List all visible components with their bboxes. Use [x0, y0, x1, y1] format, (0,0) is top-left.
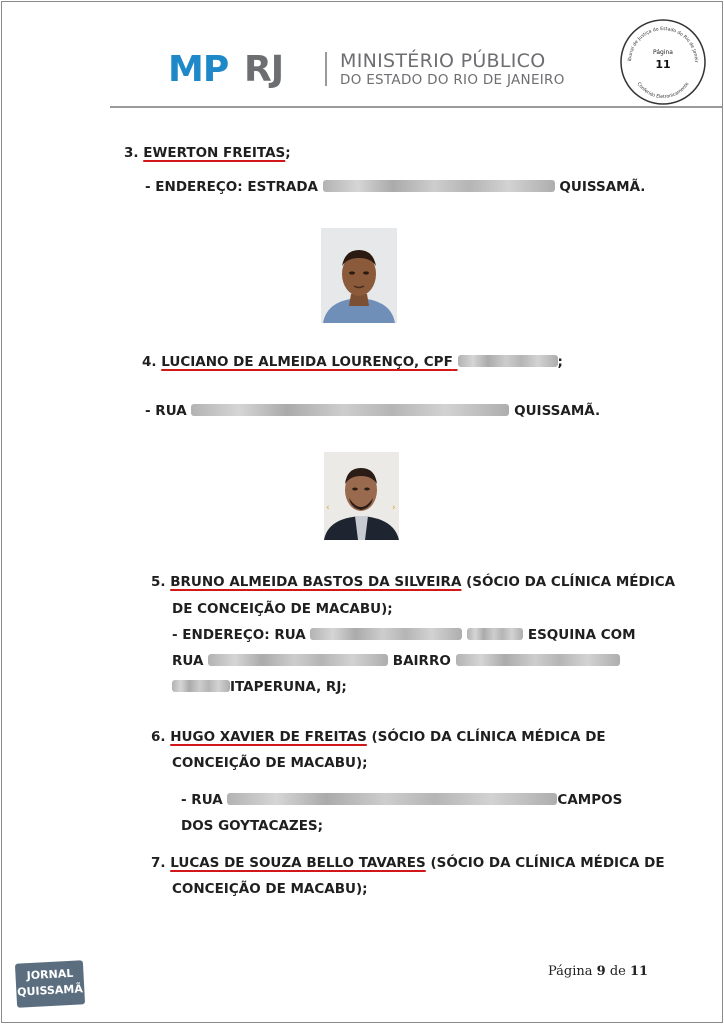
- redacted-text: [310, 628, 462, 640]
- page-total: 11: [630, 964, 649, 979]
- item-3-name: EWERTON FREITAS: [143, 145, 286, 161]
- item-3-address-suffix: QUISSAMÃ.: [559, 179, 646, 195]
- logo-rj-text: RJ: [244, 49, 284, 90]
- item-7-name: LUCAS DE SOUZA BELLO TAVARES: [170, 855, 426, 871]
- org-name-line1: MINISTÉRIO PÚBLICO: [340, 50, 546, 72]
- item-5-address-prefix: - ENDEREÇO: RUA: [172, 627, 306, 643]
- item-5-after: (SÓCIO DA CLÍNICA MÉDICA: [461, 574, 676, 590]
- page-current: 9: [596, 964, 606, 979]
- org-name-line2: DO ESTADO DO RIO DE JANEIRO: [340, 72, 565, 88]
- item-4-address: [145, 403, 600, 419]
- item-5-line4-mid: BAIRRO: [392, 653, 451, 669]
- item-4-heading: [142, 354, 563, 370]
- person-photo-4: [324, 452, 399, 540]
- header-rule: [110, 106, 722, 108]
- item-4-after: ;: [557, 354, 563, 370]
- redacted-text: [172, 680, 230, 692]
- person-photo-3: [321, 228, 397, 323]
- item-5-line4: [172, 653, 620, 669]
- item-6-after: (SÓCIO DA CLÍNICA MÉDICA DE: [366, 729, 606, 745]
- jornal-quissama-badge: [16, 962, 86, 1008]
- item-5-address: [172, 627, 636, 643]
- item-3-address-prefix: - ENDEREÇO: ESTRADA: [145, 179, 319, 195]
- redacted-text: [456, 654, 620, 666]
- page-of: de: [609, 964, 626, 979]
- item-4-number: 4.: [142, 354, 157, 370]
- badge-line1: JORNAL: [26, 966, 74, 983]
- item-3-address: [145, 179, 645, 195]
- badge-line2: QUISSAMÃ: [16, 982, 84, 999]
- redacted-text: [227, 793, 557, 805]
- redacted-text: [208, 654, 388, 666]
- item-5-line5: [172, 679, 347, 695]
- item-6-name: HUGO XAVIER DE FREITAS: [170, 729, 367, 745]
- page-label: Página: [548, 964, 593, 979]
- item-7-number: 7.: [151, 855, 166, 871]
- item-5-line5-suffix: ITAPERUNA, RJ;: [230, 679, 347, 695]
- item-3-after: ;: [285, 145, 291, 161]
- item-5-number: 5.: [151, 574, 166, 590]
- item-6-line2: CONCEIÇÃO DE MACABU);: [172, 755, 368, 771]
- item-5-address-mid: ESQUINA COM: [527, 627, 636, 643]
- logo-mp-text: MP: [168, 49, 229, 90]
- seal-number: 11: [655, 58, 671, 71]
- item-7-heading: [151, 855, 665, 871]
- redacted-text: [467, 628, 523, 640]
- item-6-address-prefix: - RUA: [181, 792, 223, 808]
- seal-arc-bottom: Conferido Eletronicamente: [635, 81, 691, 101]
- item-4-name: [161, 354, 557, 370]
- logo-separator: [325, 52, 327, 86]
- item-6-heading: [151, 729, 606, 745]
- page-number: [548, 964, 648, 979]
- item-4-address-prefix: - RUA: [145, 403, 187, 419]
- item-4-address-suffix: QUISSAMÃ.: [514, 403, 601, 419]
- item-5-heading: [151, 574, 675, 590]
- item-3-number: 3.: [124, 145, 139, 161]
- svg-text:›: ›: [392, 503, 396, 513]
- item-6-address-suffix: CAMPOS: [557, 792, 623, 808]
- item-7-line2: CONCEIÇÃO DE MACABU);: [172, 881, 368, 897]
- item-6-address: [181, 792, 622, 808]
- item-6-line4: DOS GOYTACAZES;: [181, 818, 324, 834]
- seal-label: Página: [653, 49, 673, 56]
- item-7-after: (SÓCIO DA CLÍNICA MÉDICA DE: [425, 855, 665, 871]
- court-seal: [619, 18, 707, 106]
- item-5-line2: DE CONCEIÇÃO DE MACABU);: [172, 601, 393, 617]
- item-5-line4-prefix: RUA: [172, 653, 204, 669]
- item-3-heading: [124, 145, 291, 161]
- item-4-name-text: LUCIANO DE ALMEIDA LOURENÇO, CPF: [161, 354, 453, 370]
- redacted-text: [191, 404, 509, 416]
- redacted-text: [323, 180, 555, 192]
- seal-arc-top: ibunal de Justiça do Estado do Rio de Janeir: [628, 26, 699, 63]
- svg-text:‹: ‹: [326, 503, 330, 513]
- item-5-name: BRUNO ALMEIDA BASTOS DA SILVEIRA: [170, 574, 462, 590]
- item-6-number: 6.: [151, 729, 166, 745]
- redacted-cpf: [458, 355, 558, 367]
